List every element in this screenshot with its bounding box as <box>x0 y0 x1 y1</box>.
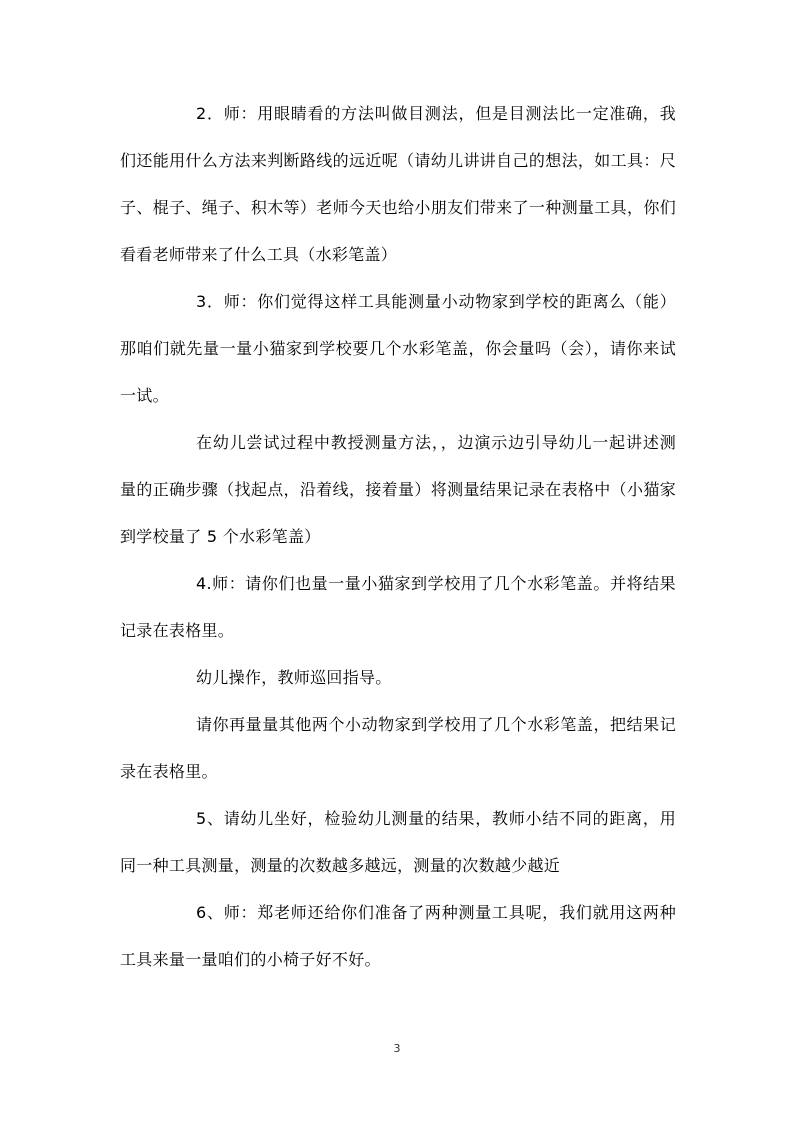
paragraph-step-4: 4.师：请你们也量一量小猫家到学校用了几个水彩笔盖。并将结果记录在表格里。 <box>120 574 676 640</box>
paragraph-step-6: 6、师：郑老师还给你们准备了两种测量工具呢，我们就用这两种工具来量一量咱们的小椅子好不好。 <box>120 903 676 969</box>
body-text <box>120 90 676 983</box>
paragraph-measure-others: 请你再量量其他两个小动物家到学校用了几个水彩笔盖，把结果记录在表格里。 <box>120 715 676 781</box>
page-number: 3 <box>393 1042 401 1055</box>
paragraph-measuring-method: 在幼儿尝试过程中教授测量方法，，边演示边引导幼儿一起讲述测量的正确步骤（找起点，沿着线，接着量）将测量结果记录在表格中（小猫家到学校量了 5 个水彩笔盖） <box>120 433 676 546</box>
paragraph-step-2: 2．师：用眼睛看的方法叫做目测法，但是目测法比一定准确，我们还能用什么方法来判断路线的远近呢（请幼儿讲讲自己的想法，如工具：尺子、棍子、绳子、积木等）老师今天也给小朋友们带来了一种测量工具，你们看看老师带来了什么工具（水彩笔盖） <box>120 104 676 264</box>
paragraph-step-5: 5、请幼儿坐好，检验幼儿测量的结果，教师小结不同的距离，用同一种工具测量，测量的次数越多越远，测量的次数越少越近 <box>120 809 676 875</box>
paragraph-step-3: 3．师：你们觉得这样工具能测量小动物家到学校的距离么（能）那咱们就先量一量小猫家到学校要几个水彩笔盖，你会量吗（会），请你来试一试。 <box>120 292 676 405</box>
paragraph-child-operation: 幼儿操作，教师巡回指导。 <box>196 668 392 687</box>
